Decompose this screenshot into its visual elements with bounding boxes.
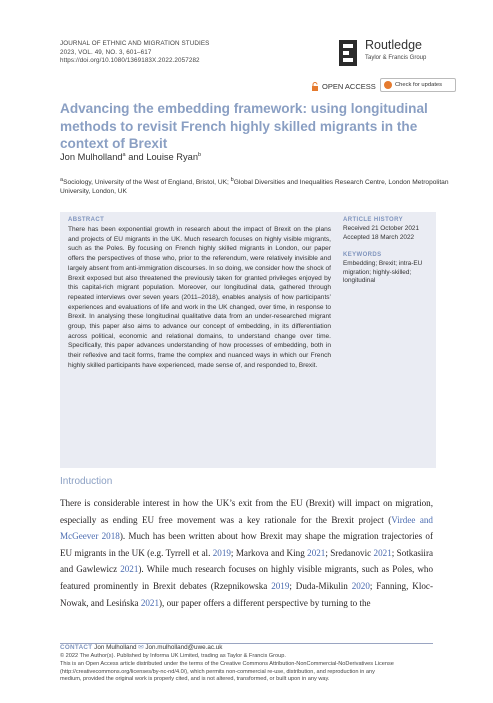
author-1-sup: a — [122, 152, 126, 158]
citation-link[interactable]: 2019 — [271, 580, 290, 591]
open-access-label: OPEN ACCESS — [322, 82, 376, 91]
open-access-badge — [311, 82, 376, 91]
check-updates-button[interactable] — [380, 78, 456, 92]
authors-and: and — [128, 152, 144, 163]
author-1[interactable]: Jon Mulholland — [60, 152, 123, 163]
intro-text-4: ; Sredanovic — [325, 547, 374, 558]
article-title: Advancing the embedding framework: using longitudinal methods to revisit French highly skilled migrants in the context of Brexit — [60, 101, 428, 151]
citation-link[interactable]: 2021 — [120, 564, 139, 575]
intro-text-3: ; Markova and King — [230, 547, 308, 558]
contact-email[interactable]: Jon.mulholland@uwe.ac.uk — [145, 644, 223, 651]
intro-text-9: ), our paper offers a different perspective by turning to the — [159, 597, 371, 608]
intro-text-2: ). Much has been written about how Brexit may shape the migration trajectories of EU migrants in the UK (e.g. Tyrrell et al. — [60, 531, 433, 558]
open-lock-icon — [311, 82, 319, 91]
citation-link[interactable]: 2020 — [351, 580, 370, 591]
keywords-heading: KEYWORDS — [343, 252, 382, 258]
citation-link[interactable]: 2021 — [140, 597, 160, 608]
license-line-3: medium, provided the original work is properly cited, and is not altered, transformed, or built upon in any way. — [60, 676, 330, 683]
intro-text-6: ). While much research focuses on highly visible migrants, such as Poles, who featured prominently in Brexit debates (Rzepnikowska — [60, 564, 433, 591]
contact-name: Jon Mulholland — [94, 644, 137, 651]
author-2-sup: b — [198, 152, 202, 158]
contact-line — [60, 644, 222, 651]
history-heading: ARTICLE HISTORY — [343, 217, 404, 223]
history-accepted: Accepted 18 March 2022 — [343, 233, 415, 241]
citation-link[interactable]: Virdee and McGeever 2018 — [60, 514, 433, 542]
publisher-logo — [339, 38, 449, 70]
affil-a: Sociology, University of the West of England, Bristol, UK; — [63, 179, 231, 187]
affil-b: Global Diversities and Inequalities Research Centre, London Metropolitan University, London, UK — [60, 179, 449, 196]
routledge-logo-icon — [339, 40, 357, 66]
intro-text-8: ; Fanning, Kloc-Nowak, and Lesińska — [60, 580, 433, 608]
citation-link[interactable]: 2021 — [373, 547, 392, 558]
abstract-heading: ABSTRACT — [68, 217, 105, 223]
license-line-1: This is an Open Access article distributed under the terms of the Creative Commons Attribution-NonCommercial-NoDerivatives License — [60, 660, 394, 667]
history-received: Received 21 October 2021 — [343, 225, 420, 232]
author-2[interactable]: Louise Ryan — [146, 152, 198, 163]
citation-link[interactable]: 2021 — [307, 547, 326, 558]
intro-text-1: There is considerable interest in how the UK’s exit from the EU (Brexit) will impact on migration, especially as ending EU free movement was a key rationale for the Brexit project ( — [60, 498, 433, 525]
intro-text-5: ; Sotkasiira and Gawlewicz — [60, 547, 434, 575]
abstract-text: There has been exponential growth in research about the impact of Brexit on the plans and projects of EU migrants in the UK. Much research focuses on highly visible migrants, such as the Poles. By focusing on French highly skilled migrants in London, our paper offers the perspectives of those who, prior to the referendum, were relatively invisible and largely absent from anti-immigration discourses. In so doing, we consider how the shock of Brexit exposed but also threatened the previously taken for granted privileges enjoyed by this capital-rich migrant population. Moreover, our longitudinal data, gathered through repeated interviews over seven years (2011–2018), enables analysis of how participants’ experiences and evaluations of life and work in the UK changed, over time, in response to Brexit. In analysing these longitudinal qualitative data from an under-researched migrant group, this paper also aims to advance our concept of embedding, in its differentiation across political, economic and relational domains, to understand change over time. Specifically, this paper advances understanding of how processes of embedding, both in their reflexive and tacit forms, frame the complex and nuanced ways in which our French highly skilled participants have experienced, made sense of, and responded to, Brexit. — [68, 226, 331, 369]
citation-link[interactable]: 2019 — [212, 547, 231, 558]
journal-meta — [60, 40, 209, 66]
publisher-sub: Taylor & Francis Group — [365, 55, 427, 61]
email-icon: ✉ — [138, 644, 144, 651]
affil-b-sup: b — [230, 177, 234, 183]
contact-label: CONTACT — [60, 644, 93, 651]
publisher-name: Routledge — [365, 38, 422, 52]
journal-doi[interactable]: https://doi.org/10.1080/1369183X.2022.2057282 — [60, 57, 200, 65]
copyright-line: © 2022 The Author(s). Published by Informa UK Limited, trading as Taylor & Francis Group. — [60, 653, 286, 659]
intro-paragraph — [60, 495, 433, 611]
check-updates-icon — [384, 81, 392, 89]
journal-name: JOURNAL OF ETHNIC AND MIGRATION STUDIES — [60, 40, 210, 47]
authors-line — [60, 152, 201, 162]
affil-a-sup: a — [60, 177, 64, 183]
affiliations — [60, 176, 450, 197]
license-notice — [60, 653, 440, 684]
intro-text-7: ; Duda-Mikulin — [289, 580, 352, 591]
check-updates-label: Check for updates — [395, 82, 443, 88]
intro-heading: Introduction — [60, 476, 113, 487]
keywords-text: Embedding; Brexit; intra-EU migration; highly-skilled; longitudinal — [343, 260, 423, 285]
journal-volume: 2023, VOL. 49, NO. 3, 601–617 — [60, 48, 152, 56]
license-line-2[interactable]: (http://creativecommons.org/licenses/by-nc-nd/4.0/), which permits non-commercial re-use, distribution, and reproduction in any — [60, 668, 375, 675]
